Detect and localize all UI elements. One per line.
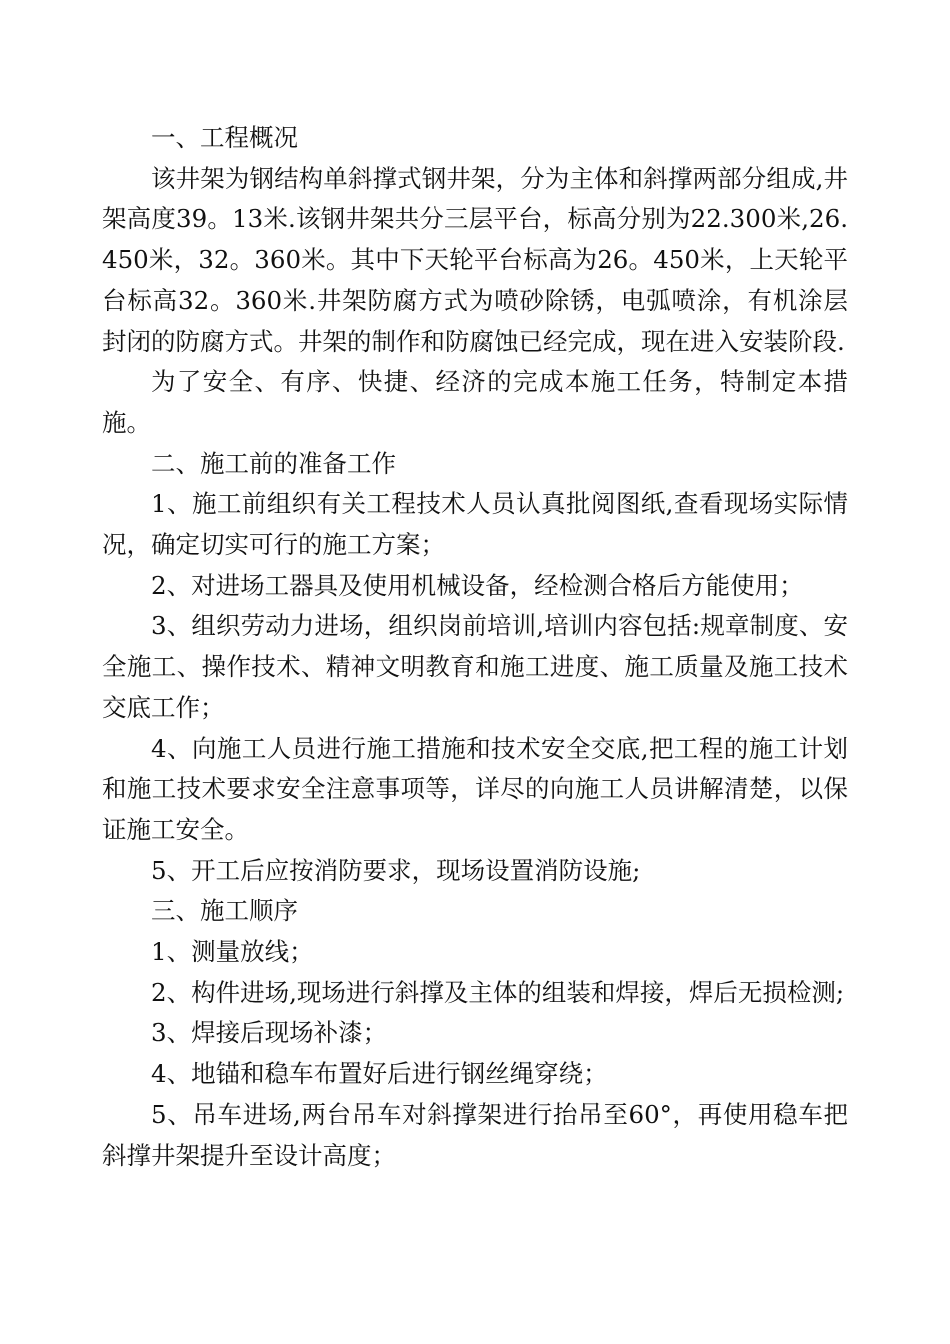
list-item-preparation-4: 4、向施工人员进行施工措施和技术安全交底,把工程的施工计划和施工技术要求安全注意事项等，详尽的向施工人员讲解清楚，以保证施工安全。: [102, 733, 848, 844]
list-item-preparation-2: 2、对进场工器具及使用机械设备，经检测合格后方能使用；: [151, 570, 804, 600]
section-heading-sequence: 三、施工顺序: [151, 896, 298, 926]
list-item-preparation-1: 1、施工前组织有关工程技术人员认真批阅图纸,查看现场实际情况，确定切实可行的施工方案；: [102, 489, 848, 560]
list-item-sequence-1: 1、测量放线；: [151, 937, 314, 967]
list-item-sequence-4: 4、地锚和稳车布置好后进行钢丝绳穿绕；: [151, 1059, 608, 1089]
list-item-sequence-2: 2、构件进场,现场进行斜撑及主体的组装和焊接，焊后无损检测;: [151, 977, 845, 1007]
paragraph-purpose: 为了安全、有序、快捷、经济的完成本施工任务，特制定本措施。: [102, 367, 848, 437]
list-item-preparation-3: 3、组织劳动力进场，组织岗前培训,培训内容包括:规章制度、安全施工、操作技术、精神文明教育和施工进度、施工质量及施工技术交底工作；: [102, 611, 848, 722]
section-heading-preparation: 二、施工前的准备工作: [151, 448, 396, 478]
document-body: [102, 118, 848, 1176]
list-item-sequence-3: 3、焊接后现场补漆；: [151, 1018, 388, 1048]
paragraph-structure-description: 该井架为钢结构单斜撑式钢井架，分为主体和斜撑两部分组成,井架高度39。13米.该钢井架共分三层平台，标高分别为22.300米,26.450米，32。360米。其中下天轮平台标高为26。450米，上天轮平台标高32。360米.井架防腐方式为喷砂除锈，电弧喷涂，有机涂层封闭的防腐方式。井架的制作和防腐蚀已经完成，现在进入安装阶段.: [102, 163, 848, 356]
list-item-preparation-5: 5、开工后应按消防要求，现场设置消防设施;: [151, 855, 641, 885]
list-item-sequence-5: 5、吊车进场,两台吊车对斜撑架进行抬吊至60°，再使用稳车把斜撑井架提升至设计高度；: [102, 1099, 848, 1170]
section-heading-overview: 一、工程概况: [151, 123, 298, 152]
